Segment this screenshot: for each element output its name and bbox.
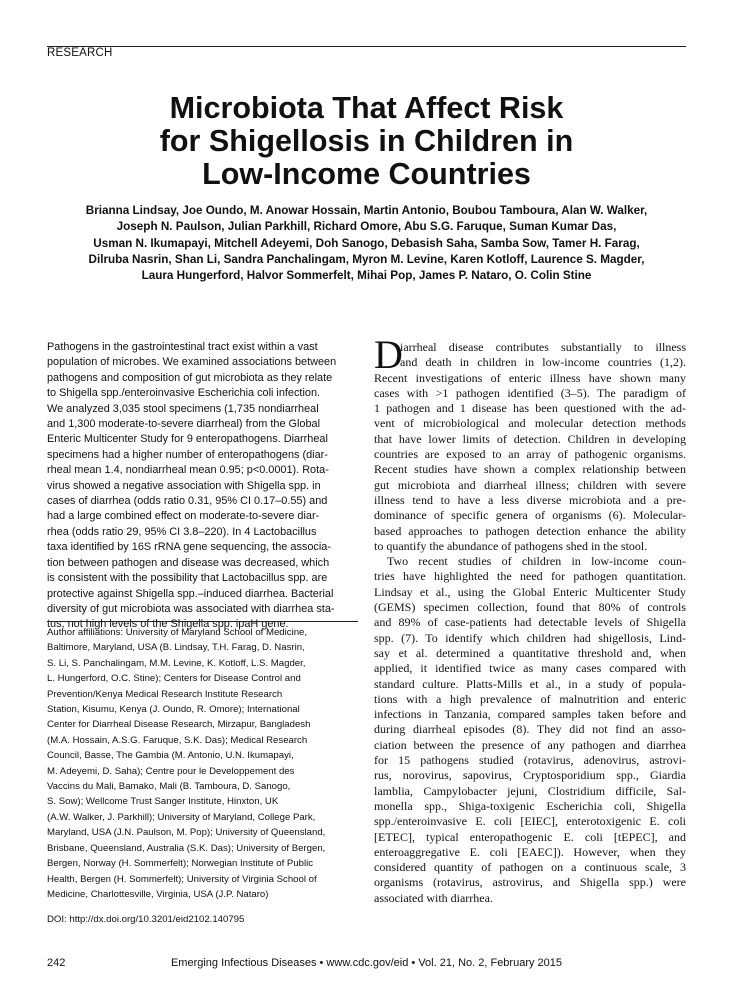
affiliation-line: Baltimore, Maryland, USA (B. Lindsay, T.H. Farag, D. Nasrin, bbox=[47, 642, 305, 654]
affiliation-line: Medicine, Charlottesville, Virginia, USA (J.P. Nataro) bbox=[47, 888, 269, 900]
title-line: Microbiota That Affect Risk bbox=[169, 91, 564, 125]
affiliation-line: M. Adeyemi, D. Saha); Centre pour le Developpement des bbox=[47, 765, 295, 777]
body-line: gut microbiota and diarrheal illness; children with severe bbox=[374, 477, 686, 492]
affiliation-line: S. Sow); Wellcome Trust Sanger Institute, Hinxton, UK bbox=[47, 796, 279, 808]
affiliation-line: Prevention/Kenya Medical Research Institute Research bbox=[47, 688, 283, 700]
abstract-line: rhea (odds ratio 29, 95% CI 3.8–220). In 4 Lactobacillus bbox=[47, 525, 317, 538]
body-line: ciation between the presence of any pathogen and diarrhea bbox=[374, 737, 686, 752]
header-rule bbox=[47, 46, 686, 47]
page-number: 242 bbox=[47, 957, 66, 969]
abstract bbox=[47, 340, 357, 633]
author-affiliations bbox=[47, 625, 358, 902]
affiliation-line: Center for Diarrheal Disease Research, Mirzapur, Bangladesh bbox=[47, 719, 311, 731]
body-line: lamblia, Campylobacter jejuni, Clostridium difficile, Sal- bbox=[374, 783, 686, 798]
abstract-line: rheal mean 1.4, nondiarrheal mean 0.95; p<0.0001). Rota- bbox=[47, 464, 329, 477]
author-line: Laura Hungerford, Halvor Sommerfelt, Mihai Pop, James P. Nataro, O. Colin Stine bbox=[141, 269, 592, 283]
title-line: Low-Income Countries bbox=[202, 157, 531, 191]
abstract-line: is consistent with the possibility that Lactobacillus spp. are bbox=[47, 572, 328, 585]
body-line: 1 pathogen and 1 disease has been questioned with the ad- bbox=[374, 401, 686, 416]
body-text bbox=[374, 332, 686, 906]
abstract-line: Pathogens in the gastrointestinal tract exist within a vast bbox=[47, 341, 318, 353]
affiliation-line: Author affiliations: University of Maryland School of Medicine, bbox=[47, 627, 308, 638]
body-line: during diarrheal episodes (8). They did not find an asso- bbox=[374, 722, 686, 737]
abstract-line: protective against Shigella spp.–induced diarrhea. Bacterial bbox=[47, 587, 334, 600]
body-line: illness tend to have a less diverse microbiota and a pre- bbox=[374, 492, 686, 507]
body-line: enteroaggregative E. coli [EAEC]). However, when they bbox=[374, 844, 686, 859]
abstract-line: cases of diarrhea (odds ratio 0.31, 95% CI 0.17–0.55) and bbox=[47, 495, 328, 508]
body-line: and death in children in low-income countries (1,2). bbox=[400, 355, 686, 370]
body-line: infections in Tanzania, compared samples taken before and bbox=[374, 707, 686, 722]
author-line: Usman N. Ikumapayi, Mitchell Adeyemi, Doh Sanogo, Debasish Saha, Samba Sow, Tamer H. Farag, bbox=[93, 236, 640, 250]
body-line: and 89% of case-patients had detectable levels of Shigella bbox=[374, 615, 686, 630]
author-list bbox=[47, 203, 686, 284]
body-line: countries are exposed to an array of pathogenic organisms. bbox=[374, 447, 686, 462]
body-line: Two recent studies of children in low-income coun- bbox=[387, 554, 686, 569]
doi-link[interactable]: DOI: http://dx.doi.org/10.3201/eid2102.140795 bbox=[47, 914, 245, 925]
affiliation-line: Bergen, Norway (H. Sommerfelt); Norwegian Institute of Public bbox=[47, 858, 314, 870]
abstract-line: specimens had a higher number of enteropathogens (diar- bbox=[47, 448, 328, 461]
abstract-line: diversity of gut microbiota was associated with diarrhea sta- bbox=[47, 602, 335, 615]
author-line: Dilruba Nasrin, Shan Li, Sandra Panchalingam, Myron M. Levine, Karen Kotloff, Laurence S. Magder, bbox=[88, 252, 645, 266]
section-label: RESEARCH bbox=[47, 47, 113, 59]
body-line: iarrheal disease contributes substantially to illness bbox=[400, 340, 686, 354]
title-line: for Shigellosis in Children in bbox=[159, 124, 574, 158]
body-line: spp./enteroinvasive E. coli [EIEC], enterotoxigenic E. coli bbox=[374, 814, 686, 829]
drop-cap: D bbox=[374, 332, 403, 377]
abstract-line: We analyzed 3,035 stool specimens (1,735 nondiarrheal bbox=[47, 402, 319, 415]
body-line: dominance of specific genera of organisms (6). Molecular- bbox=[374, 508, 686, 523]
body-line: considered quantity of pathogen on a continuous scale, 3 bbox=[374, 860, 686, 875]
body-line: to quantify the abundance of pathogens shed in the stool. bbox=[374, 538, 648, 553]
abstract-line: and 1,300 moderate-to-severe diarrheal) from the Global bbox=[47, 418, 321, 431]
body-line: cases with >1 pathogen identified (3–5). The paradigm of bbox=[374, 385, 686, 400]
abstract-line: tus, not high levels of the Shigella spp. ipaH gene. bbox=[47, 618, 289, 631]
affiliation-line: Council, Basse, The Gambia (M. Antonio, U.N. Ikumapayi, bbox=[47, 750, 294, 762]
abstract-line: to Shigella spp./enteroinvasive Escherichia coli infection. bbox=[47, 387, 321, 400]
body-line: associated with diarrhea. bbox=[374, 890, 493, 905]
author-line: Brianna Lindsay, Joe Oundo, M. Anowar Hossain, Martin Antonio, Boubou Tamboura, Alan W. Walker, bbox=[85, 204, 648, 217]
body-line: that have lower limits of detection. Children in developing bbox=[374, 431, 686, 446]
body-line: for 15 pathogens studied (rotavirus, adenovirus, astrovi- bbox=[374, 753, 686, 768]
body-line: applied, it identified twice as many cases compared with bbox=[374, 661, 686, 676]
abstract-line: tion between pathogen and disease was decreased, which bbox=[47, 556, 330, 569]
affiliation-line: Vaccins du Mali, Bamako, Mali (B. Tamboura, D. Sanogo, bbox=[47, 781, 291, 793]
abstract-line: virus showed a negative association with Shigella spp. in bbox=[47, 479, 321, 492]
abstract-line: taxa identified by 16S rRNA gene sequencing, the associa- bbox=[47, 541, 331, 554]
body-line: monella spp., Shiga-toxigenic Escherichia coli, Shigella bbox=[374, 798, 686, 813]
body-line: tries have highlighted the need for pathogen quantitation. bbox=[374, 569, 686, 584]
body-line: spp. (7). To identify which children had shigellosis, Lind- bbox=[374, 630, 686, 645]
affiliation-line: L. Hungerford, O.C. Stine); Centers for Disease Control and bbox=[47, 673, 301, 685]
affiliation-line: S. Li, S. Panchalingam, M.M. Levine, K. Kotloff, L.S. Magder, bbox=[47, 657, 306, 669]
body-line: rus, norovirus, sapovirus, Cryptosporidium spp., Giardia bbox=[374, 768, 686, 783]
affiliation-line: Health, Bergen (H. Sommerfelt); University of Virginia School of bbox=[47, 873, 317, 885]
author-line: Joseph N. Paulson, Julian Parkhill, Richard Omore, Abu S.G. Faruque, Suman Kumar Das, bbox=[116, 220, 617, 234]
abstract-line: population of microbes. We examined associations between bbox=[47, 356, 337, 369]
body-line: (GEMS) specimen collection, found that 80% of controls bbox=[374, 600, 686, 615]
body-line: Lindsay et al., using the Global Enteric Multicenter Study bbox=[374, 584, 686, 599]
body-line: Recent investigations of enteric illness have shown many bbox=[374, 370, 686, 385]
affiliation-line: (M.A. Hossain, A.S.G. Faruque, S.K. Das); Medical Research bbox=[47, 734, 308, 746]
affiliation-rule bbox=[47, 621, 358, 622]
abstract-line: had a large combined effect on moderate-to-severe diar- bbox=[47, 510, 320, 523]
body-line: standard culture. Platts-Mills et al., in a study of popula- bbox=[374, 676, 686, 691]
affiliation-line: Station, Kisumu, Kenya (J. Oundo, R. Omore); International bbox=[47, 704, 300, 716]
abstract-line: Enteric Multicenter Study for 9 enteropathogens. Diarrheal bbox=[47, 433, 328, 446]
body-line: Recent studies have shown a complex relationship between bbox=[374, 462, 686, 477]
article-title bbox=[47, 92, 686, 191]
body-line: based approaches to pathogen detection enhance the ability bbox=[374, 523, 686, 538]
body-line: tions with a high prevalence of malnutrition and enteric bbox=[374, 691, 686, 706]
body-line: vent of microbiological and molecular detection methods bbox=[374, 416, 686, 431]
affiliation-line: Brisbane, Queensland, Australia (S.K. Das); University of Bergen, bbox=[47, 842, 326, 854]
abstract-line: pathogens and composition of gut microbiota as they relate bbox=[47, 371, 333, 384]
journal-footer: Emerging Infectious Diseases • www.cdc.gov/eid • Vol. 21, No. 2, February 2015 bbox=[170, 957, 563, 969]
affiliation-line: (A.W. Walker, J. Parkhill); University of Maryland, College Park, bbox=[47, 811, 316, 823]
body-line: organisms (rotavirus, astrovirus, and Shigella spp.) were bbox=[374, 875, 686, 890]
affiliation-line: Maryland, USA (J.N. Paulson, M. Pop); University of Queensland, bbox=[47, 827, 326, 839]
body-line: say et al. determined a quantitative threshold and, when bbox=[374, 645, 686, 660]
body-line: [ETEC], typical enteropathogenic E. coli [tEPEC], and bbox=[374, 829, 686, 844]
